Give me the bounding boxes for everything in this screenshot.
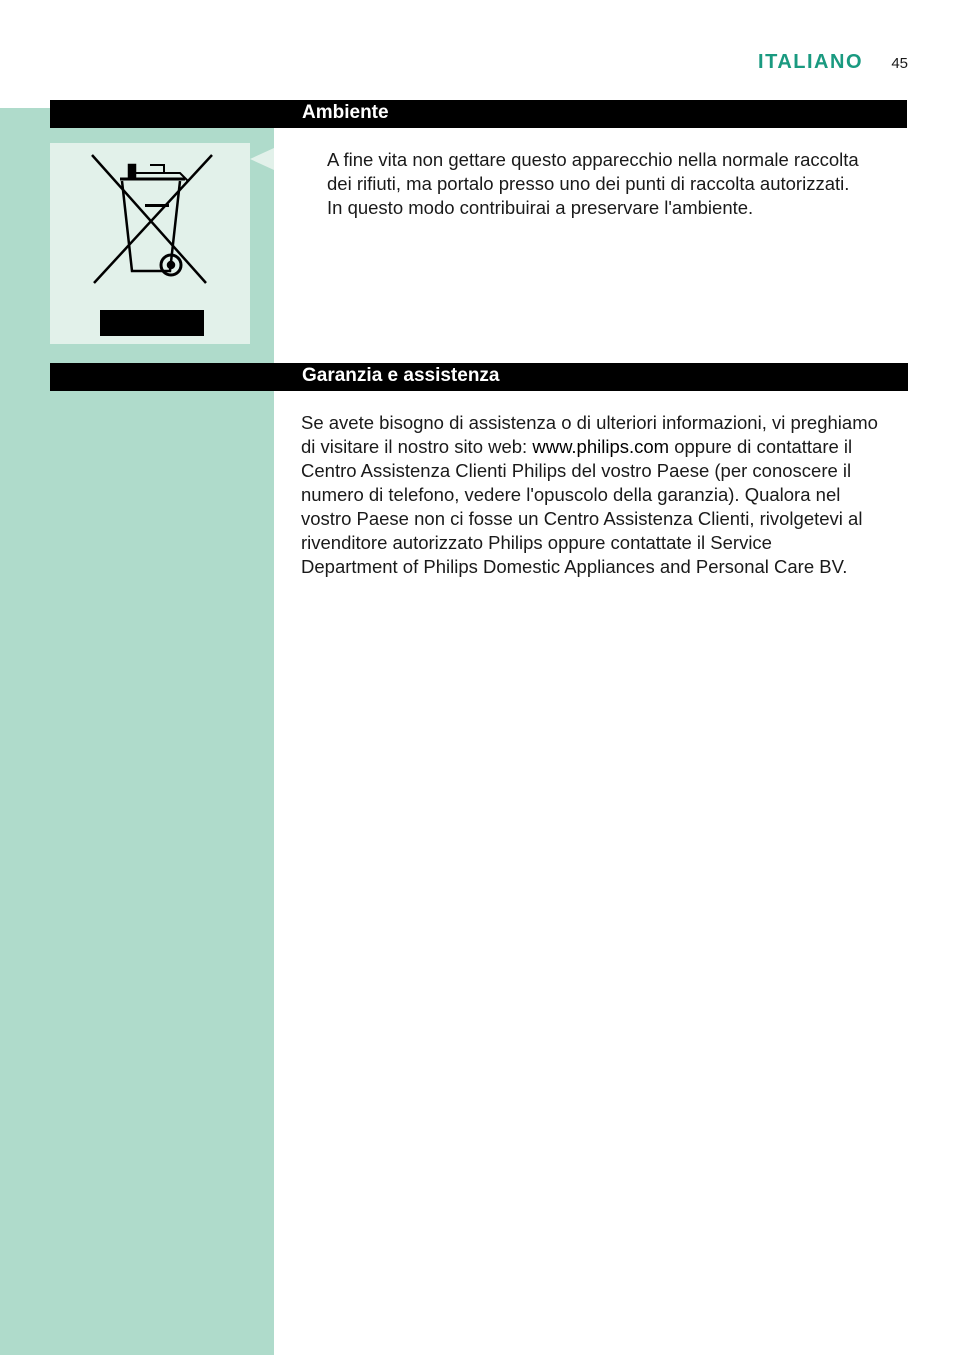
language-label: ITALIANO	[758, 51, 863, 73]
line: In questo modo contribuirai a preservare l'ambiente.	[327, 197, 754, 218]
page-number: 45	[891, 55, 908, 72]
line: di visitare il nostro sito web:	[301, 436, 533, 457]
line: numero di telefono, vedere l'opuscolo della garanzia). Qualora nel	[301, 484, 841, 505]
line: Se avete bisogno di assistenza o di ulteriori informazioni, vi preghiamo	[301, 412, 878, 433]
divider	[50, 390, 907, 391]
section-header-garanzia	[50, 363, 908, 391]
weee-icon-panel	[50, 143, 250, 344]
crossed-out-wheelie-bin-icon	[50, 143, 250, 344]
line: vostro Paese non ci fosse un Centro Assistenza Clienti, rivolgetevi al	[301, 508, 863, 529]
ambiente-paragraph	[327, 148, 917, 220]
line: Department of Philips Domestic Appliances and Personal Care BV.	[301, 556, 848, 577]
garanzia-paragraph	[301, 411, 901, 579]
callout-pointer	[250, 148, 274, 170]
section-title: Garanzia e assistenza	[302, 365, 500, 386]
section-header-ambiente	[50, 100, 907, 128]
section-title: Ambiente	[302, 102, 389, 123]
philips-website-link[interactable]: www.philips.com	[532, 436, 670, 457]
line: Centro Assistenza Clienti Philips del vostro Paese (per conoscere il	[301, 460, 852, 481]
line: rivenditore autorizzato Philips oppure contattate il Service	[301, 532, 772, 553]
line: oppure di contattare il	[669, 436, 853, 457]
line: dei rifiuti, ma portalo presso uno dei punti di raccolta autorizzati.	[327, 173, 850, 194]
line: A fine vita non gettare questo apparecchio nella normale raccolta	[327, 149, 859, 170]
